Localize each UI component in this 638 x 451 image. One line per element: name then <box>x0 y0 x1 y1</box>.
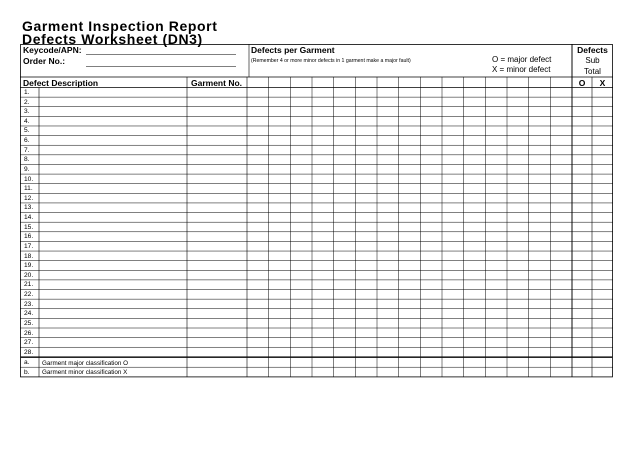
classification-row-key: b. <box>24 368 30 376</box>
defect-row-number: 10. <box>24 175 34 183</box>
classification-row-key: a. <box>24 359 30 366</box>
sub-label: Sub <box>585 56 600 65</box>
defect-row-number: 12. <box>24 194 34 202</box>
classification-row-label: Garment major classification O <box>42 359 129 367</box>
worksheet-title: Defects Worksheet (DN3) <box>22 31 203 47</box>
defects-heading: Defects <box>577 45 608 55</box>
defect-row-number: 13. <box>24 204 34 212</box>
defect-row-number: 19. <box>24 262 34 270</box>
garment-number-header: Garment No. <box>191 78 243 88</box>
defect-row-number: 8. <box>24 156 30 164</box>
main-table-frame <box>21 45 613 357</box>
total-minor-header: X <box>599 78 606 88</box>
keycode-label: Keycode/APN: <box>23 45 82 55</box>
defect-row-number: 22. <box>24 291 34 299</box>
defect-row-number: 25. <box>24 319 34 327</box>
defect-row-number: 6. <box>24 137 30 145</box>
keycode-field[interactable] <box>88 45 234 55</box>
defect-row-number: 27. <box>24 339 34 347</box>
total-major-header: O <box>578 78 586 88</box>
defect-row-number: 2. <box>24 98 30 106</box>
defect-row-number: 20. <box>24 271 34 279</box>
defect-row-number: 28. <box>24 348 34 356</box>
reminder-note: (Remember 4 or more minor defects in 1 garment make a major fault) <box>251 58 411 64</box>
defect-row-number: 21. <box>24 281 34 289</box>
defects-worksheet-table <box>20 44 613 380</box>
defect-row-number: 26. <box>24 329 34 337</box>
defect-row-number: 16. <box>24 233 34 241</box>
defect-row-number: 23. <box>24 300 34 308</box>
worksheet-grid <box>20 44 613 380</box>
defect-row-number: 11. <box>24 185 33 193</box>
defects-per-garment-heading: Defects per Garment <box>251 45 335 55</box>
report-title: Garment Inspection Report <box>22 18 218 34</box>
defect-row-number: 9. <box>24 165 30 173</box>
legend-minor-defect: X = minor defect <box>492 65 551 74</box>
defect-row-number: 1. <box>24 89 30 96</box>
defect-row-number: 14. <box>24 214 34 222</box>
classification-row-label: Garment minor classification X <box>42 369 128 377</box>
defect-row-number: 3. <box>24 108 30 116</box>
legend-major-defect: O = major defect <box>492 55 552 64</box>
order-number-field[interactable] <box>88 56 234 66</box>
defect-row-number: 5. <box>24 127 30 135</box>
order-number-label: Order No.: <box>23 56 66 66</box>
defect-row-number: 4. <box>24 117 30 125</box>
defect-row-number: 17. <box>24 242 34 250</box>
total-label: Total <box>584 67 601 76</box>
defect-row-number: 18. <box>24 252 34 260</box>
defect-row-number: 7. <box>24 146 30 154</box>
defect-row-number: 15. <box>24 223 34 231</box>
defect-description-header: Defect Description <box>23 78 99 88</box>
defect-row-number: 24. <box>24 310 34 318</box>
